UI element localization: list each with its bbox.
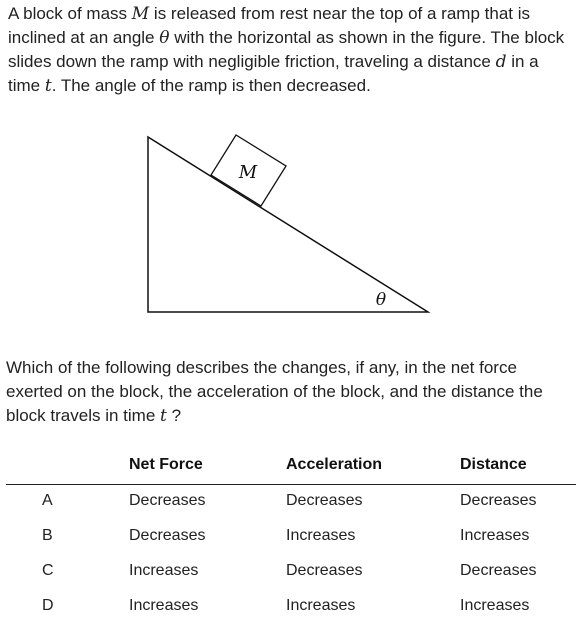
question-text-part: with the horizontal as shown in the figure. The block slides down the ramp with negligible friction, traveling a distance (8, 28, 565, 71)
table-row[interactable] (0, 562, 580, 586)
distance-cell: Increases (460, 527, 530, 544)
question-text-part: in a time (8, 52, 539, 95)
question-prompt (6, 356, 572, 428)
net-force-cell: Increases (129, 597, 199, 614)
header-distance: Distance (460, 456, 527, 473)
net-force-cell: Decreases (129, 492, 206, 509)
option-letter: D (42, 597, 54, 614)
distance-variable: d (495, 52, 507, 72)
question-text-part: is released from rest near the top of a ramp that is inclined at an angle (8, 4, 530, 47)
block-label: M (238, 162, 258, 183)
net-force-cell: Increases (129, 562, 199, 579)
table-row[interactable] (0, 492, 580, 516)
net-force-cell: Decreases (129, 527, 206, 544)
question-prompt-part: Which of the following describes the changes, if any, in the net force exerted on the block, the acceleration of the block, and the distance the block travels in time (6, 358, 543, 425)
table-header-divider (6, 484, 576, 485)
option-letter: B (42, 527, 53, 544)
distance-cell: Decreases (460, 562, 537, 579)
question-text-part: . The angle of the ramp is then decreased. (51, 76, 371, 95)
distance-cell: Decreases (460, 492, 537, 509)
angle-label: θ (375, 290, 387, 310)
question-prompt-part: ? (166, 406, 182, 425)
table-row[interactable] (0, 527, 580, 551)
table-row[interactable] (0, 597, 580, 621)
acceleration-cell: Decreases (286, 562, 363, 579)
question-text-part: A block of mass (8, 4, 132, 23)
acceleration-cell: Increases (286, 527, 356, 544)
acceleration-cell: Decreases (286, 492, 363, 509)
option-letter: C (42, 562, 54, 579)
time-variable: t (44, 76, 52, 96)
angle-variable: θ (159, 28, 170, 48)
header-acceleration: Acceleration (286, 456, 383, 473)
distance-cell: Increases (460, 597, 530, 614)
header-net-force: Net Force (129, 456, 203, 473)
ramp-triangle (148, 137, 428, 312)
mass-variable: M (131, 4, 150, 24)
acceleration-cell: Increases (286, 597, 356, 614)
option-letter: A (42, 492, 53, 509)
time-variable: t (160, 406, 167, 426)
